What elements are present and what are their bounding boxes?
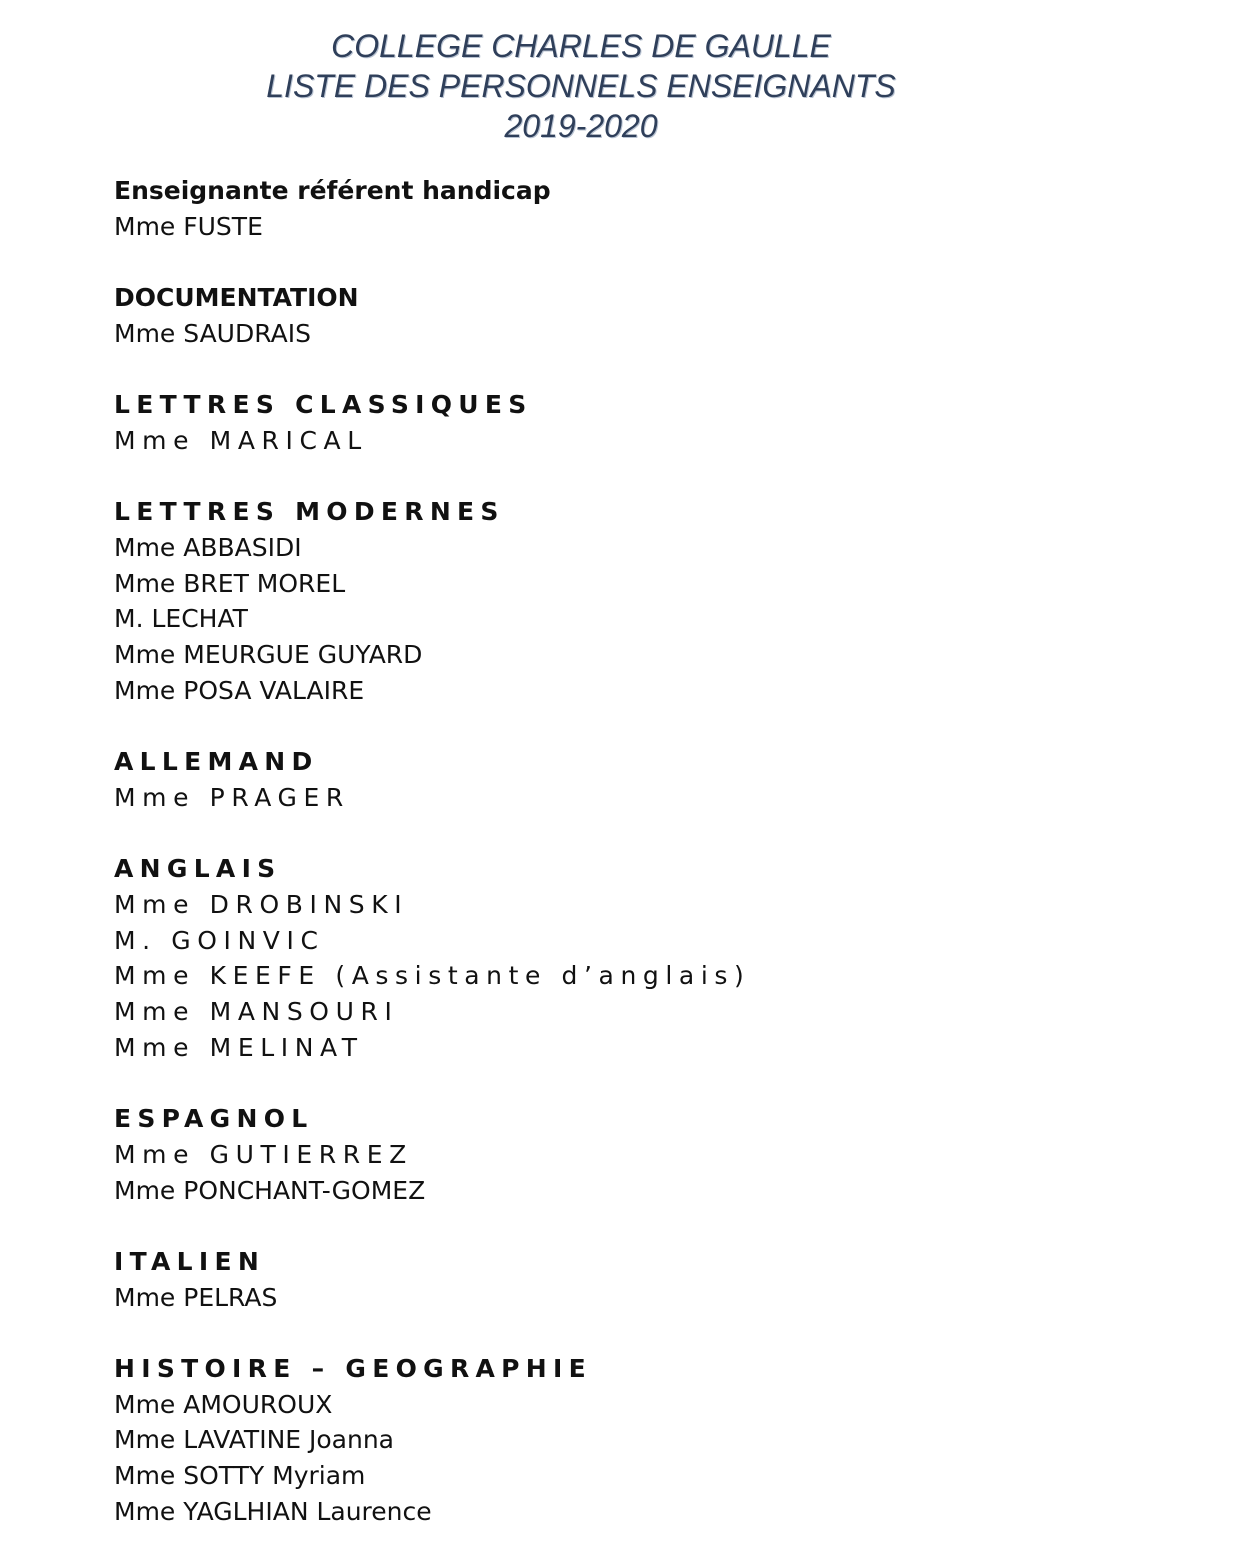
school-name: COLLEGE CHARLES DE GAULLE (331, 28, 831, 64)
section-title: LETTRES MODERNES (114, 497, 505, 527)
section-title: ESPAGNOL (114, 1104, 314, 1134)
document-header (0, 26, 1162, 146)
staff-member: Mme SOTTY Myriam (114, 1461, 366, 1491)
staff-member: Mme LAVATINE Joanna (114, 1425, 395, 1455)
staff-list (114, 173, 1194, 1565)
staff-member: Mme PELRAS (114, 1282, 278, 1312)
section-title: ALLEMAND (114, 747, 319, 777)
section-allemand (114, 744, 1194, 815)
section-italien (114, 1244, 1194, 1315)
staff-member: M. GOINVIC (114, 925, 325, 955)
staff-member: Mme ABBASIDI (114, 532, 302, 562)
staff-member: Mme POSA VALAIRE (114, 675, 365, 705)
section-documentation (114, 280, 1194, 351)
staff-member: Mme YAGLHIAN Laurence (114, 1496, 432, 1526)
staff-member: Mme PONCHANT-GOMEZ (114, 1175, 426, 1205)
section-title: ITALIEN (114, 1246, 266, 1276)
staff-member: Mme KEEFE (Assistante d’anglais) (114, 961, 751, 991)
staff-member: Mme BRET MOREL (114, 568, 346, 598)
section-title: Enseignante référent handicap (114, 176, 551, 205)
section-anglais (114, 851, 1194, 1065)
staff-member: Mme GUTIERREZ (114, 1139, 413, 1169)
school-year: 2019-2020 (504, 108, 658, 144)
section-title: LETTRES CLASSIQUES (114, 390, 533, 420)
staff-member: Mme MEURGUE GUYARD (114, 640, 423, 670)
document-title: LISTE DES PERSONNELS ENSEIGNANTS (266, 68, 896, 104)
section-referent-handicap (114, 173, 1194, 244)
staff-member: Mme FUSTE (114, 211, 263, 241)
section-histoire-geographie (114, 1351, 1194, 1530)
section-title: ANGLAIS (114, 854, 282, 884)
section-title: DOCUMENTATION (114, 283, 359, 313)
staff-member: Mme MANSOURI (114, 997, 399, 1027)
section-title: HISTOIRE – GEOGRAPHIE (114, 1354, 592, 1384)
staff-member: M. LECHAT (114, 604, 248, 634)
staff-member: Mme DROBINSKI (114, 889, 409, 919)
section-espagnol (114, 1101, 1194, 1208)
section-lettres-modernes (114, 494, 1194, 708)
staff-member: Mme MARICAL (114, 425, 368, 455)
staff-member: Mme PRAGER (114, 782, 350, 812)
section-lettres-classiques (114, 387, 1194, 458)
staff-member: Mme MELINAT (114, 1032, 364, 1062)
staff-member: Mme SAUDRAIS (114, 318, 311, 348)
staff-member: Mme AMOUROUX (114, 1389, 333, 1419)
